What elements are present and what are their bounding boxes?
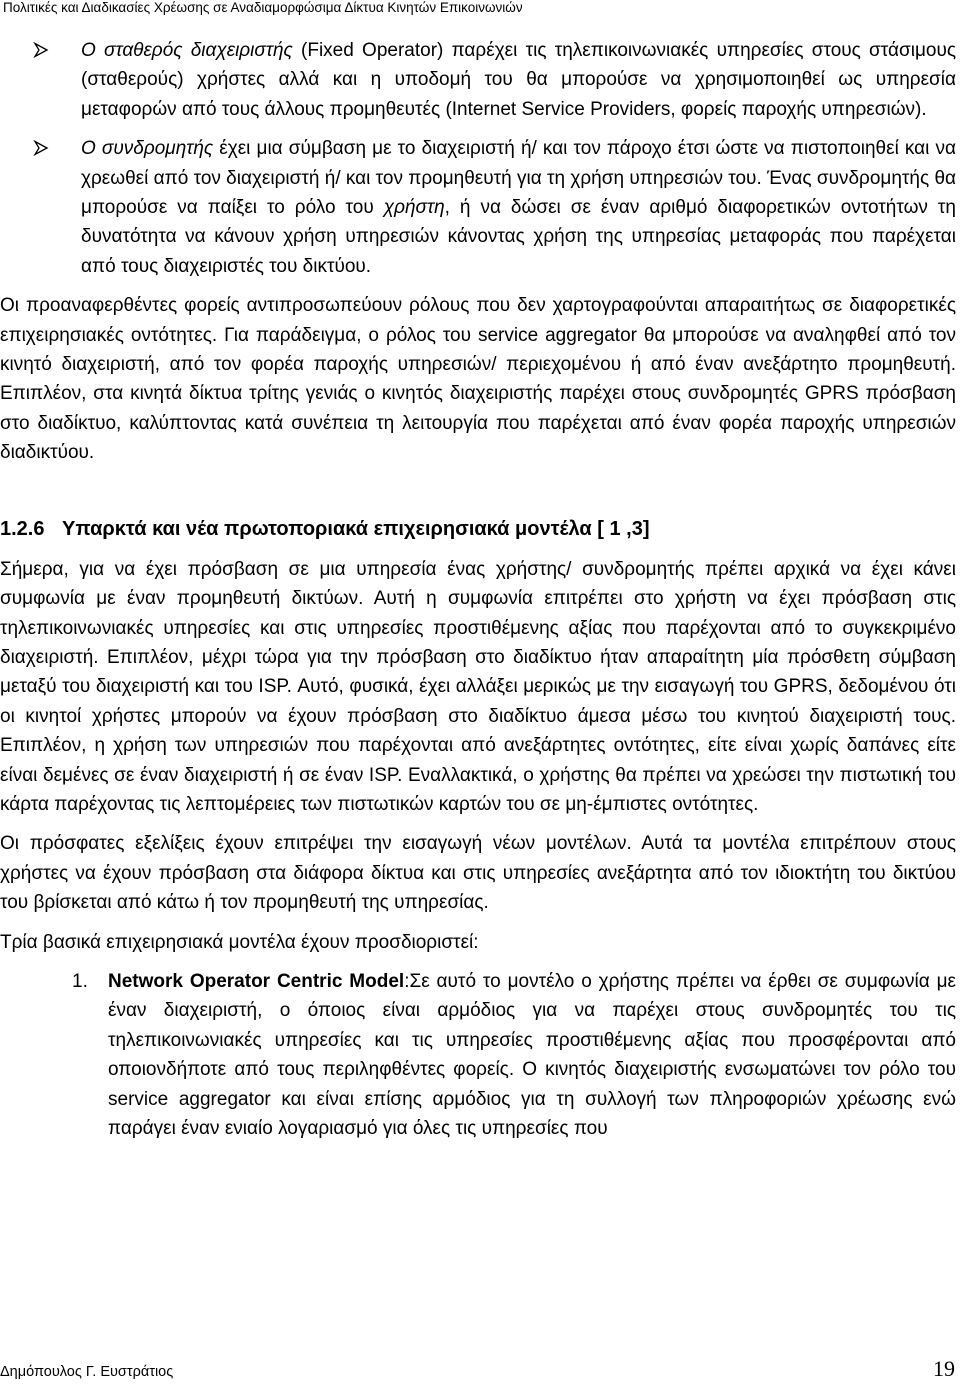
bullet-text: , ή να δώσει σε έναν αριθμό διαφορετικών οντοτήτων τη δυνατότητα να κάνουν χρήση υπηρεσιών κάνοντας χρήση της υπηρεσίας μεταφοράς που παρέχεται από τους διαχειριστές του δικτύου. bbox=[81, 197, 956, 277]
term-user: χρήστη bbox=[383, 197, 445, 219]
section-title: Υπαρκτά και νέα πρωτοποριακά επιχειρησιακά μοντέλα [ 1 ,3] bbox=[62, 517, 650, 540]
paragraph: Οι πρόσφατες εξελίξεις έχουν επιτρέψει την εισαγωγή νέων μοντέλων. Αυτά τα μοντέλα επιτρέπουν στους χρήστες να έχουν πρόσβαση στα διάφορα δίκτυα και στις υπηρεσίες ανεξάρτητα από τον ιδιοκτήτη του δικτύου του βρίσκεται από κάτω ή τον προμηθευτή της υπηρεσίας. bbox=[0, 833, 956, 914]
model-text: :Σε αυτό το μοντέλο ο χρήστης πρέπει να έρθει σε συμφωνία με έναν διαχειριστή, ο όποιος είναι αρμόδιος για να παρέχει στους συνδρομητές του τις τηλεπικοινωνιακές υπηρεσίες και τις υπηρεσίες προστιθέμενης αξίας που προσφέρονται από οποιονδήποτε από τους περιληφθέντες φορείς. Ο κινητός διαχειριστής ενσωματώνει τον ρόλο του service aggregator και είναι επίσης αρμόδιος για τη συλλογή των πληροφοριών χρέωσης ενώ παράγει έναν ενιαίο λογαριασμό για όλες τις υπηρεσίες που bbox=[108, 970, 956, 1139]
arrow-bullet-icon bbox=[33, 140, 49, 156]
bullet-item-fixed-operator bbox=[0, 36, 956, 124]
bullet-text: (Fixed Operator) παρέχει τις τηλεπικοινωνιακές υπηρεσίες στους στάσιμους (σταθερούς) χρήστες αλλά και η υποδομή του θα μπορούσε να χρησιμοποιηθεί ως υπηρεσία μεταφορών από τους άλλους προμηθευτές (Internet Service Providers, φορείς παροχής υπηρεσιών). bbox=[81, 40, 957, 120]
running-header: Πολιτικές και Διαδικασίες Χρέωσης σε Αναδιαμορφώσιμα Δίκτυα Κινητών Επικοινωνιών bbox=[3, 0, 523, 15]
term-subscriber: Ο συνδρομητής bbox=[81, 138, 214, 160]
bullet-text: έχει μια σύμβαση με το διαχειριστή ή/ και τον πάροχο έτσι ώστε να πιστοποιηθεί και να χρεωθεί από τον διαχειριστή ή/ και τον προμηθευτή για τη χρήση υπηρεσιών του. Ένας συνδρομητής θα μπορούσε να παίξει το ρόλο του bbox=[81, 138, 956, 219]
model-name: Network Operator Centric Model bbox=[108, 970, 405, 992]
paragraph: Σήμερα, για να έχει πρόσβαση σε μια υπηρεσία ένας χρήστης/ συνδρομητής πρέπει αρχικά να έχει κάνει συμφωνία με έναν προμηθευτή δικτύων. Αυτή η συμφωνία επιτρέπει στο χρήστη να έχει πρόσβαση στις τηλεπικοινωνιακές υπηρεσίες και στις υπηρεσίες προστιθέμενης αξίας που παρέχονται από το συγκεκριμένο διαχειριστή. Επιπλέον, μέχρι τώρα για την πρόσβαση στο διαδίκτυο ήταν απαραίτητη μία πρόσθετη σύμβαση μεταξύ του διαχειριστή και του ISP. Αυτό, φυσικά, έχει αλλάξει μερικώς με την εισαγωγή του GPRS, δεδομένου ότι οι κινητοί χρήστες μπορούν να έχουν πρόσβαση στο διαδίκτυο άμεσα μέσω του κινητού διαχειριστή τους. Επιπλέον, η χρήση των υπηρεσιών που παρέχονται από ανεξάρτητες οντότητες, είτε είναι χωρίς δαπάνες είτε είναι δεμένες σε έναν διαχειριστή ή σε έναν ISP. Εναλλακτικά, ο χρήστης θα πρέπει να χρεώσει την πιστωτική του κάρτα παρέχοντας τις λεπτομέρειες των πιστωτικών καρτών του σε μη-έμπιστες οντότητες. bbox=[0, 558, 956, 815]
list-item-network-operator-centric-model bbox=[0, 967, 956, 1143]
page-number: 19 bbox=[933, 1356, 955, 1381]
paragraph-roles: Οι προαναφερθέντες φορείς αντιπροσωπεύουν ρόλους που δεν χαρτογραφούνται απαραιτήτως σε διαφορετικές επιχειρησιακές οντότητες. Για παράδειγμα, ο ρόλος του service aggregator θα μπορούσε να αναληφθεί από τον κινητό διαχειριστή, από τον φορέα παροχής υπηρεσιών/ περιεχομένου ή από έναν ανεξάρτητο προμηθευτή. Επιπλέον, στα κινητά δίκτυα τρίτης γενιάς ο κινητός διαχειριστής παρέχει στους συνδρομητές GPRS πρόσβαση στο διαδίκτυο, καλύπτοντας κατά συνέπεια τη λειτουργία που παρέχεται από έναν φορέα παροχής υπηρεσιών διαδικτύου. bbox=[0, 295, 956, 464]
arrow-bullet-icon bbox=[33, 42, 49, 58]
bullet-item-subscriber bbox=[0, 134, 956, 281]
footer-author: Δημόπουλος Γ. Ευστράτιος bbox=[0, 1364, 174, 1380]
list-marker: 1. bbox=[72, 970, 88, 992]
term-fixed-operator: Ο σταθερός διαχειριστής bbox=[81, 40, 293, 61]
document-body bbox=[0, 36, 956, 1143]
section-number: 1.2.6 bbox=[0, 517, 45, 540]
paragraph: Τρία βασικά επιχειρησιακά μοντέλα έχουν προσδιοριστεί: bbox=[0, 931, 479, 953]
section-heading bbox=[0, 514, 956, 544]
